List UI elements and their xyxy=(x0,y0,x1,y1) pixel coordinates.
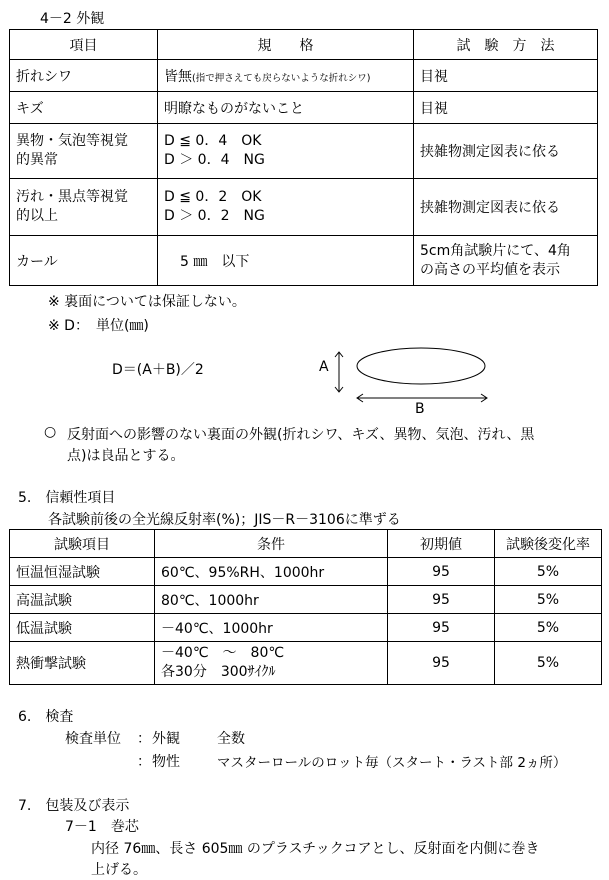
subsection-7-1: 7－1 巻芯 xyxy=(65,819,139,835)
label-b: B xyxy=(415,401,425,417)
table-row xyxy=(10,558,602,586)
test-initial: 95 xyxy=(388,642,495,685)
remark-line-2: 点)は良品とする。 xyxy=(67,448,185,464)
row-item: 折れシワ xyxy=(10,60,158,92)
test-change: 5% xyxy=(495,558,602,586)
inspection-a-2: 物性 xyxy=(152,754,180,770)
table-row xyxy=(10,124,598,179)
label-a: A xyxy=(319,359,329,375)
colon: ： xyxy=(137,731,151,747)
header-spec: 規 格 xyxy=(158,30,414,60)
test-change: 5% xyxy=(495,586,602,614)
table-row xyxy=(10,614,602,642)
header-initial: 初期値 xyxy=(388,530,495,558)
test-condition: 60℃、95%RH、1000hr xyxy=(155,558,388,586)
row-spec: D ≦ 0．4 OK D ＞ 0．4 NG xyxy=(158,124,414,179)
row-item: 汚れ・黒点等視覚 的以上 xyxy=(10,179,158,236)
row-spec: 5 ㎜ 以下 xyxy=(158,236,414,286)
reliability-subtitle: 各試験前後の全光線反射率(%)；JIS－R－3106に準ずる xyxy=(48,512,401,528)
spec-note: (指で押さえても戻らないような折れシワ) xyxy=(192,72,371,84)
remark-line-1: 反射面への影響のない裏面の外観(折れシワ、キズ、異物、気泡、汚れ、黒 xyxy=(67,427,535,443)
test-condition: －40℃ ～ 80℃ 各30分 300ｻｲｸﾙ xyxy=(155,642,388,685)
test-initial: 95 xyxy=(388,558,495,586)
row-spec: D ≦ 0．2 OK D ＞ 0．2 NG xyxy=(158,179,414,236)
table-header-row xyxy=(10,30,598,60)
table-row xyxy=(10,60,598,92)
inspection-a-1: 外観 xyxy=(152,731,180,747)
row-method: 目視 xyxy=(414,60,598,92)
colon: ： xyxy=(137,754,151,770)
appearance-table xyxy=(9,29,598,286)
row-method: 挟雑物測定図表に依る xyxy=(414,124,598,179)
header-condition: 条件 xyxy=(155,530,388,558)
note-back-side: ※ 裏面については保証しない。 xyxy=(48,294,246,310)
section-heading-5: 5. 信頼性項目 xyxy=(18,490,116,506)
inspection-b-2: マスターロールのロット毎（スタート・ラスト部 2ヵ所） xyxy=(217,755,567,771)
header-item: 項目 xyxy=(10,30,158,60)
test-condition: －40℃、1000hr xyxy=(155,614,388,642)
test-item: 低温試験 xyxy=(10,614,155,642)
test-item: 熱衝撃試験 xyxy=(10,642,155,685)
test-item: 恒温恒湿試験 xyxy=(10,558,155,586)
row-item: カール xyxy=(10,236,158,286)
ellipse-diagram xyxy=(330,340,500,405)
row-method: 5cm角試験片にて、4角 の高さの平均値を表示 xyxy=(414,236,598,286)
test-initial: 95 xyxy=(388,614,495,642)
formula: D＝(A＋B)／2 xyxy=(112,362,204,378)
core-text-1: 内径 76㎜、長さ 605㎜ のプラスチックコアとし、反射面を内側に巻き xyxy=(91,841,540,857)
table-row xyxy=(10,642,602,685)
inspection-unit-label: 検査単位 xyxy=(65,731,121,747)
table-row xyxy=(10,92,598,124)
spec-main: 皆無 xyxy=(164,68,192,85)
section-heading-4-2: 4－2 外観 xyxy=(40,11,105,27)
row-item: キズ xyxy=(10,92,158,124)
header-method: 試 験 方 法 xyxy=(414,30,598,60)
section-heading-7: 7. 包装及び表示 xyxy=(18,798,130,814)
table-row xyxy=(10,179,598,236)
core-text-2: 上げる。 xyxy=(91,862,147,878)
reliability-table xyxy=(9,529,602,685)
table-row xyxy=(10,586,602,614)
test-change: 5% xyxy=(495,614,602,642)
table-row xyxy=(10,236,598,286)
inspection-b-1: 全数 xyxy=(217,731,245,747)
header-change: 試験後変化率 xyxy=(495,530,602,558)
table-header-row xyxy=(10,530,602,558)
bullet-circle: ○ xyxy=(44,424,57,440)
row-item: 異物・気泡等視覚 的異常 xyxy=(10,124,158,179)
row-spec: 明瞭なものがないこと xyxy=(158,92,414,124)
test-condition: 80℃、1000hr xyxy=(155,586,388,614)
test-change: 5% xyxy=(495,642,602,685)
header-test-item: 試験項目 xyxy=(10,530,155,558)
row-method: 挟雑物測定図表に依る xyxy=(414,179,598,236)
section-heading-6: 6. 検査 xyxy=(18,709,74,725)
note-unit: ※ D： 単位(㎜) xyxy=(48,318,149,334)
test-initial: 95 xyxy=(388,586,495,614)
row-spec xyxy=(158,60,414,92)
test-item: 高温試験 xyxy=(10,586,155,614)
row-method: 目視 xyxy=(414,92,598,124)
